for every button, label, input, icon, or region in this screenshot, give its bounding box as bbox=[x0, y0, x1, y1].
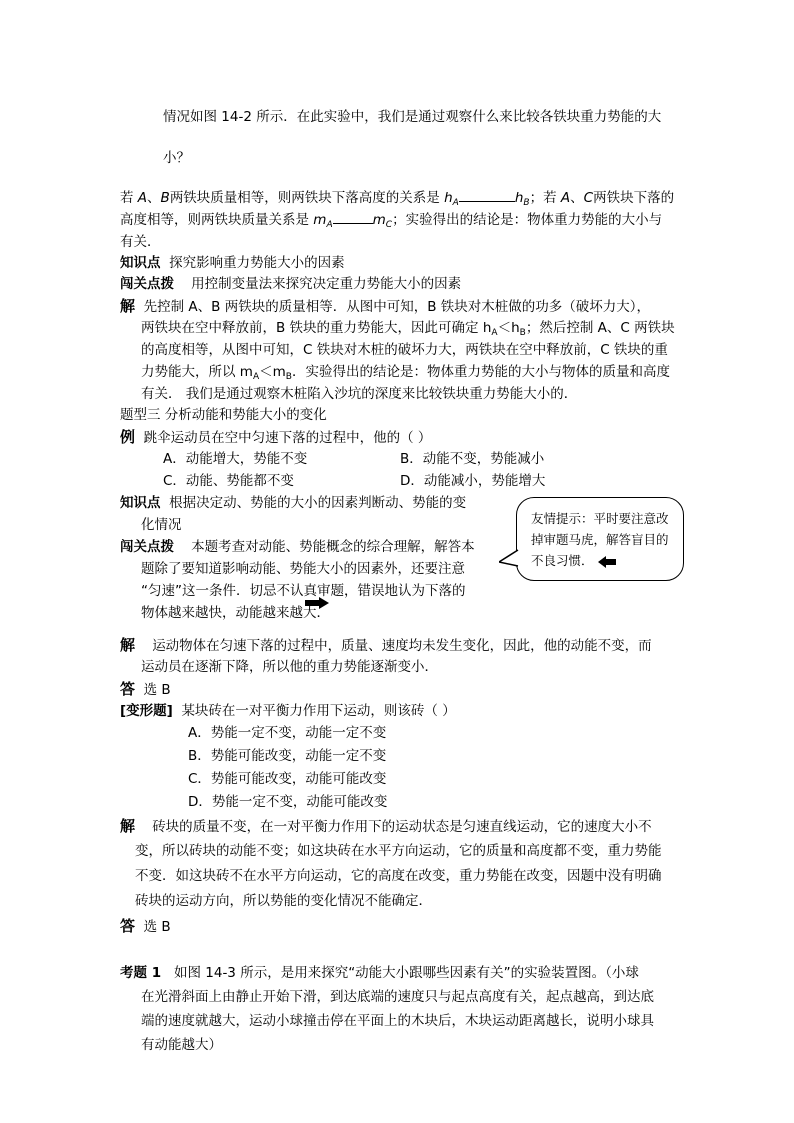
variant-option-b: B．势能可能改变，动能一定不变 bbox=[188, 748, 387, 764]
guide-2-line-1: 闯关点拨 本题考查对动能、势能概念的综合理解，解答本 bbox=[120, 539, 475, 555]
tip-line-3: 不良习惯． bbox=[531, 550, 675, 571]
solution-3-line-3: 不变．如这块砖不在水平方向运动，它的高度在改变，重力势能在改变，因题中没有明确 bbox=[135, 868, 662, 884]
arrow-right-icon bbox=[305, 597, 329, 609]
variant-option-c: C．势能可能改变，动能可能改变 bbox=[188, 771, 387, 787]
variant-option-d: D．势能一定不变，动能可能改变 bbox=[188, 794, 388, 810]
exam-label: 考题 1 bbox=[120, 965, 162, 981]
solution-1-line-2: 两铁块在空中释放前，B 铁块的重力势能大，因此可确定 $h_A<h_B$；然后控制 A、C 两铁块 bbox=[141, 320, 675, 338]
example-option-a: A．动能增大，势能不变 bbox=[163, 451, 308, 467]
fill-in-line-2: 高度相等，则两铁块质量关系是 $m_A$ $m_C$；实验得出的结论是：物体重力势能的大小与 bbox=[120, 212, 663, 230]
exam-question-1-line-4: 有动能越大） bbox=[141, 1037, 222, 1053]
variant-label: [变形题] bbox=[120, 703, 173, 719]
guide-label: 闯关点拨 bbox=[120, 539, 174, 555]
solution-1-line-3: 的高度相等，从图中可知，C 铁块对木桩的破坏力大，两铁块在空中释放前，C 铁块的重 bbox=[141, 342, 668, 358]
guide-2-line-2: 题除了要知道影响动能、势能大小的因素外，还要注意 bbox=[141, 561, 465, 577]
example-question: 例 跳伞运动员在空中匀速下落的过程中，他的（ ） bbox=[120, 428, 432, 446]
question-line-1: 情况如图 14-2 所示．在此实验中，我们是通过观察什么来比较各铁块重力势能的大 bbox=[163, 109, 662, 125]
solution-3-line-4: 砖块的运动方向，所以势能的变化情况不能确定． bbox=[135, 893, 432, 909]
solution-label: 解 bbox=[120, 636, 136, 654]
answer-1: 答 选 B bbox=[120, 680, 171, 698]
solution-3-line-1: 解 砖块的质量不变，在一对平衡力作用下的运动状态是匀速直线运动，它的速度大小不 bbox=[120, 817, 652, 835]
example-option-b: B．动能不变，势能减小 bbox=[400, 451, 545, 467]
variant-question: [变形题] 某块砖在一对平衡力作用下运动，则该砖（ ） bbox=[120, 703, 456, 719]
knowledge-point-1: 知识点 探究影响重力势能大小的因素 bbox=[120, 255, 345, 271]
exam-question-1-line-2: 在光滑斜面上由静止开始下滑，到达底端的速度只与起点高度有关，起点越高，到达底 bbox=[141, 989, 654, 1005]
solution-1-line-4: 力势能大，所以 $m_A<m_B$．实验得出的结论是：物体重力势能的大小与物体的质量和高度 bbox=[141, 364, 670, 382]
guide-2-line-3: “匀速”这一条件．切忌不认真审题，错误地认为下落的 bbox=[141, 583, 466, 599]
knowledge-point-label: 知识点 bbox=[120, 495, 161, 511]
guide-1: 闯关点拨 用控制变量法来探究决定重力势能大小的因素 bbox=[120, 276, 462, 292]
knowledge-point-2: 知识点 根据决定动、势能的大小的因素判断动、势能的变 bbox=[120, 495, 467, 511]
solution-3-line-2: 变，所以砖块的动能不变；如这块砖在水平方向运动，它的质量和高度都不变，重力势能 bbox=[135, 843, 662, 859]
fill-in-line-3: 有关． bbox=[120, 234, 161, 250]
blank-hA-hB[interactable] bbox=[459, 189, 515, 202]
answer-label: 答 bbox=[120, 680, 136, 698]
tip-line-2: 掉审题马虎，解答盲目的 bbox=[531, 532, 669, 547]
arrow-left-icon bbox=[598, 556, 616, 568]
solution-label: 解 bbox=[120, 817, 136, 835]
example-label: 例 bbox=[120, 428, 136, 446]
solution-2-line-2: 运动员在逐渐下降，所以他的重力势能逐渐变小． bbox=[141, 659, 438, 675]
fill-in-line-1: 若 A、B两铁块质量相等，则两铁块下落高度的关系是 $h_A$ $h_B$；若 A、C两铁块下落的 bbox=[120, 190, 675, 208]
answer-2: 答 选 B bbox=[120, 917, 171, 935]
exam-question-1-line-3: 端的速度就越大，运动小球撞击停在平面上的木块后，木块运动距离越长，说明小球具 bbox=[141, 1013, 654, 1029]
guide-2-line-4: 物体越来越快，动能越来越大． bbox=[141, 605, 330, 621]
answer-label: 答 bbox=[120, 917, 136, 935]
question-type-3-heading: 题型三 分析动能和势能大小的变化 bbox=[120, 407, 327, 423]
variant-option-a: A．势能一定不变，动能一定不变 bbox=[188, 725, 387, 741]
tip-bubble bbox=[516, 497, 684, 581]
blank-mA-mC[interactable] bbox=[333, 211, 373, 224]
tip-bubble-tail bbox=[499, 548, 521, 568]
solution-1-line-1: 解 先控制 A、B 两铁块的质量相等．从图中可知，B 铁块对木桩做的功多（破坏力大）， bbox=[120, 297, 650, 315]
guide-label: 闯关点拨 bbox=[120, 276, 174, 292]
knowledge-point-2-cont: 化情况 bbox=[141, 517, 182, 533]
solution-label: 解 bbox=[120, 297, 136, 315]
example-option-c: C．动能、势能都不变 bbox=[163, 473, 294, 489]
example-option-d: D．动能减小，势能增大 bbox=[400, 473, 546, 489]
knowledge-point-label: 知识点 bbox=[120, 255, 161, 271]
exam-question-1-line-1: 考题 1 如图 14-3 所示，是用来探究“动能大小跟哪些因素有关”的实验装置图。（小球 bbox=[120, 965, 639, 981]
solution-1-line-5: 有关． 我们是通过观察木桩陷入沙坑的深度来比较铁块重力势能大小的． bbox=[141, 386, 578, 402]
question-line-2: 小？ bbox=[163, 150, 190, 166]
tip-line-1: 友情提示：平时要注意改 bbox=[531, 511, 669, 526]
solution-2-line-1: 解 运动物体在匀速下落的过程中，质量、速度均未发生变化，因此，他的动能不变，而 bbox=[120, 636, 652, 654]
